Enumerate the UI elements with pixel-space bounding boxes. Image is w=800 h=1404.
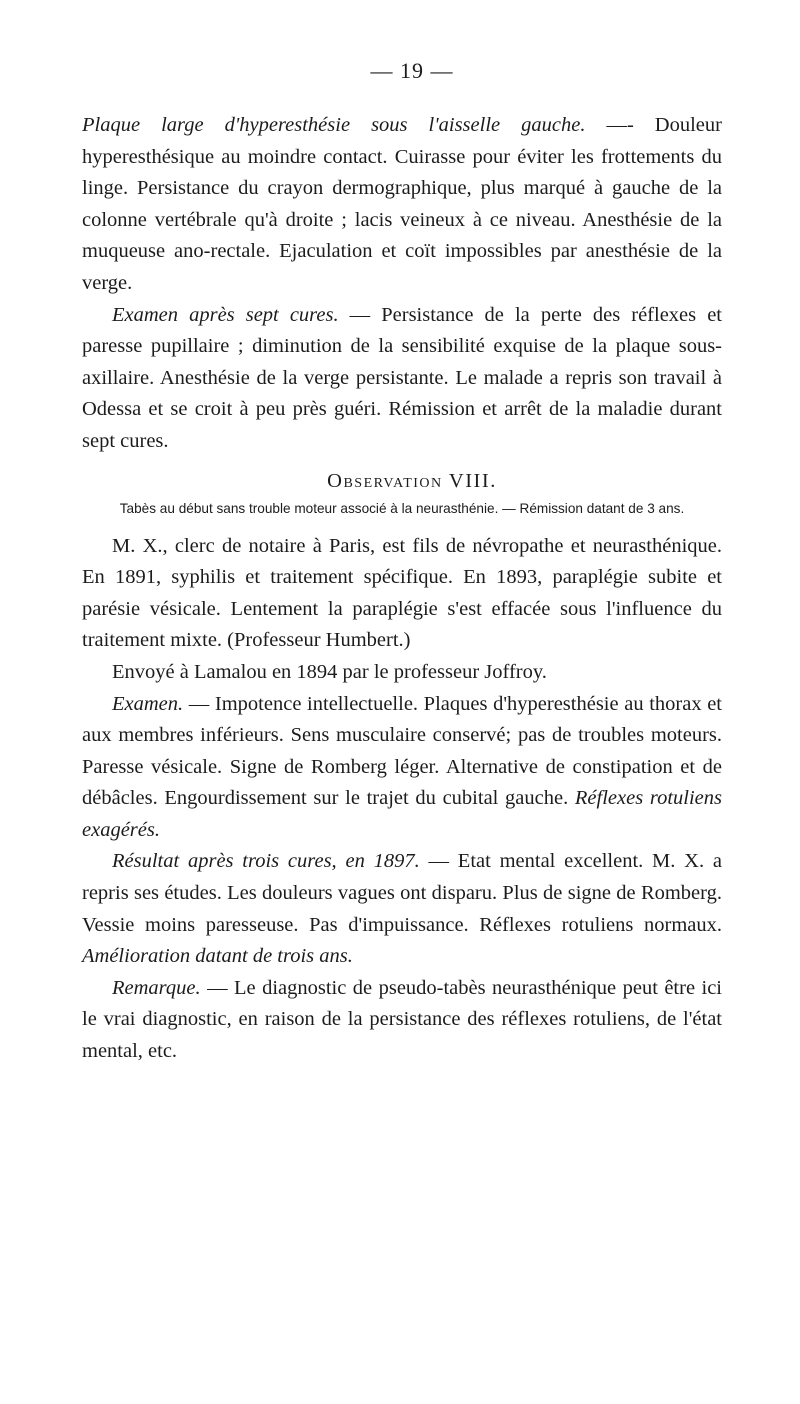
paragraph-body: — Etat mental excellent. M. X. a repris ses études. Les douleurs vagues ont disparu. Plus de signe de Romberg. Vessie moins paresseuse. Pas d'impuissance. Réflexes rotuliens normaux. (82, 850, 722, 936)
paragraph-lead: Résultat après trois cures, en 1897. (112, 850, 420, 873)
document-page (82, 58, 722, 1068)
paragraph-body: —- Douleur hyperesthésique au moindre contact. Cuirasse pour éviter les frottements du linge. Persistance du crayon dermographique, plus marqué à gauche de la colonne vertébrale qu'à droite ; lacis veineux à ce niveau. Anesthésie de la muqueuse ano-rectale. Ejaculation et coït impossibles par anesthésie de la verge. (82, 114, 722, 294)
paragraph-examen-sept-cures (82, 300, 722, 458)
paragraph-body: — Impotence intellectuelle. Plaques d'hyperesthésie au thorax et aux membres inférieurs. Sens musculaire conservé; pas de troubles moteurs. Paresse vésicale. Signe de Romberg léger. Alternative de constipation et de débâcles. Engourdissement sur le trajet du cubital gauche. (82, 692, 722, 810)
paragraph-lead: Plaque large d'hyperesthésie sous l'aisselle gauche. (82, 114, 586, 136)
paragraph-lead: Remarque. (112, 976, 201, 999)
paragraph-body: — Persistance de la perte des réflexes et paresse pupillaire ; diminution de la sensibilité exquise de la plaque sous-axillaire. Anesthésie de la verge persistante. Le malade a repris son travail à Odessa et se croit à peu près guéri. Rémission et arrêt de la maladie durant sept cures. (82, 303, 723, 452)
observation-subtitle: Tabès au début sans trouble moteur associé à la neurasthénie. — Rémission datant de 3 ans. (119, 500, 685, 516)
paragraph-body: — Le diagnostic de pseudo-tabès neurasthénique peut être ici le vrai diagnostic, en raison de la persistance des réflexes rotuliens, de l'état mental, etc. (82, 976, 722, 1063)
paragraph-tail: Réflexes rotuliens exagérés. (82, 787, 723, 841)
paragraph-resultat (82, 846, 722, 972)
paragraph-remarque (82, 973, 722, 1068)
paragraph-examen (82, 689, 722, 847)
paragraph-case-history: M. X., clerc de notaire à Paris, est fils de névropathe et neurasthénique. En 1891, syphilis et traitement spécifique. En 1893, paraplégie subite et parésie vésicale. Lentement la paraplégie s'est effacée sous l'influence du traitement mixte. (Professeur Humbert.) (82, 534, 722, 652)
paragraph-lead: Examen. (112, 692, 184, 715)
observation-title: Observation VIII. (327, 469, 497, 492)
paragraph-tail: Amélioration datant de trois ans. (82, 945, 353, 968)
paragraph-lead: Examen après sept cures. (112, 303, 339, 326)
paragraph-plaque (82, 110, 722, 300)
page-number: — 19 — (370, 58, 454, 83)
paragraph-referral: Envoyé à Lamalou en 1894 par le professeur Joffroy. (112, 660, 547, 683)
